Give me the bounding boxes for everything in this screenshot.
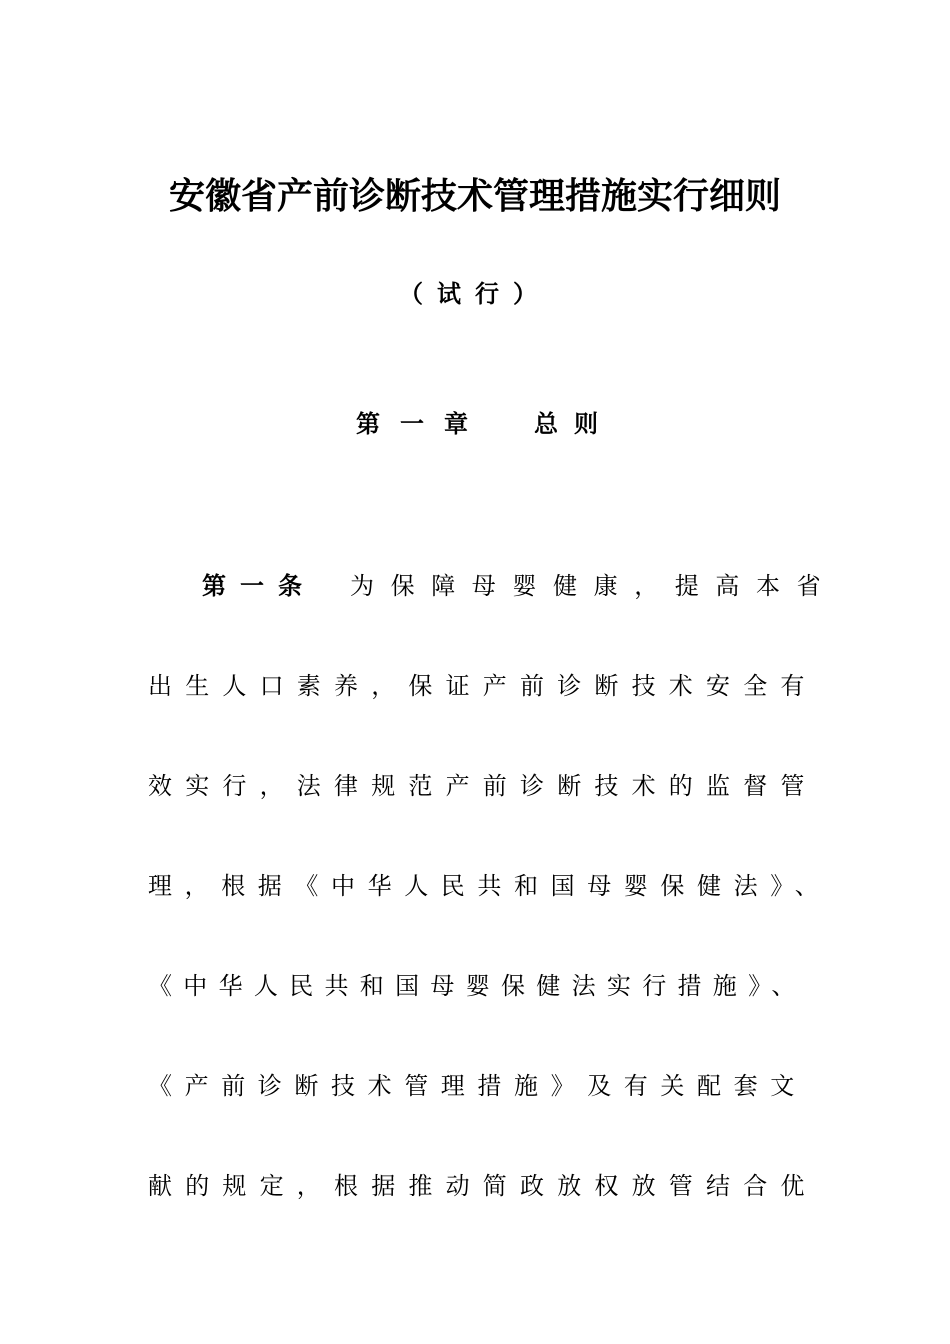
article-line-text: 献的规定，根据推动简政放权放管结合优 [148,1172,818,1200]
article-line-text: 理，根据《中华人民共和国母婴保健法》、 [148,872,832,900]
article-label: 第一条 [202,571,316,600]
chapter-heading [356,404,614,439]
document-title: 安徽省产前诊断技术管理措施实行细则 [168,175,781,217]
document-subtitle: （试行） [399,279,551,308]
chapter-name: 总则 [534,409,614,438]
article-line-text: 《中华人民共和国母婴保健法实行措施》、 [148,972,807,1000]
article-line-text: 效实行，法律规范产前诊断技术的监督管 [148,772,818,800]
article-line-text: 为保障母婴健康，提高本省 [350,572,838,600]
article-line-text: 出生人口素养，保证产前诊断技术安全有 [148,672,818,700]
article-line-text: 《产前诊断技术管理措施》及有关配套文 [148,1072,807,1100]
chapter-number: 第一章 [356,409,488,438]
